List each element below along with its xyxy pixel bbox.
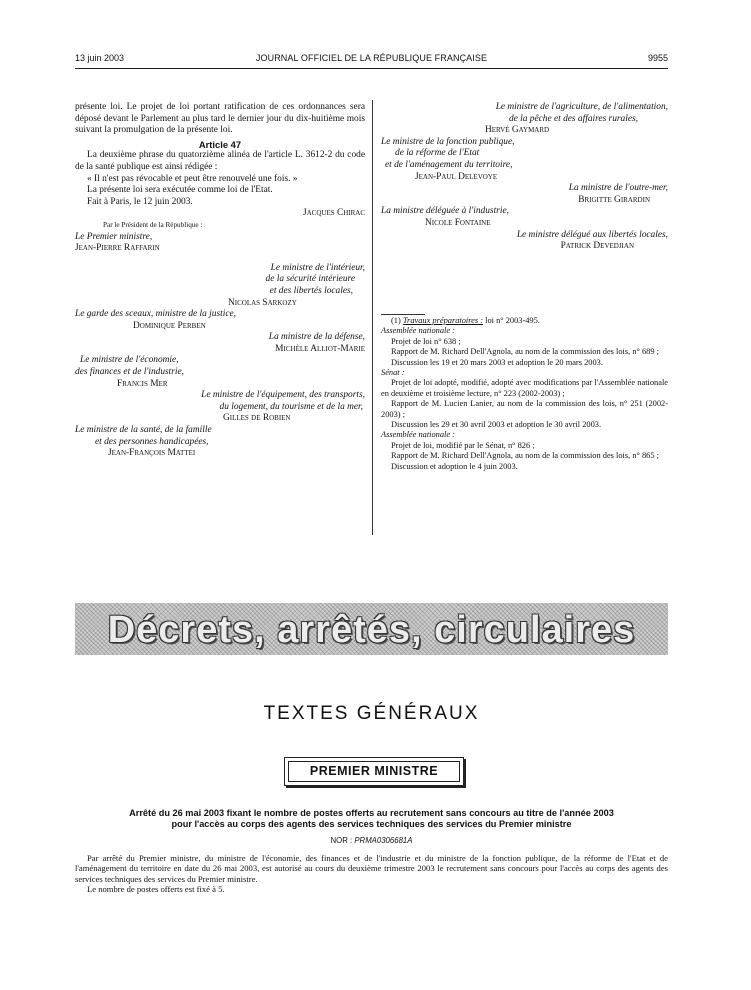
article-paragraph-2: « Il n'est pas révocable et peut être renouvelé une fois. » — [87, 173, 298, 184]
page-header — [75, 53, 668, 67]
senat-heading: Sénat : — [381, 368, 405, 378]
header-page-number: 9955 — [647, 53, 668, 63]
arrete-title-line-2: pour l'accès au corps des agents des services techniques des services du Premier ministre — [171, 819, 572, 829]
intro-paragraph: présente loi. Le projet de loi portant ratification de ces ordonnances sera déposé devant le Parlement au plus tard le dernier jour du dix-huitième mois suivant la promulgation de la présente loi. — [75, 102, 365, 136]
libertes-name: Patrick Devedjian — [560, 241, 634, 252]
footnote-number: (1) — [391, 316, 403, 325]
ministry-label: PREMIER MINISTRE — [288, 761, 460, 782]
article-paragraph-1: La deuxième phrase du quatorzième alinéa de l'article L. 3612-2 du code de la santé publique est ainsi rédigée : — [75, 150, 365, 172]
header-date: 13 juin 2003 — [75, 53, 125, 63]
fp-title-1: Le ministre de la fonction publique, — [381, 136, 515, 147]
nor-label: NOR : — [330, 836, 355, 845]
section-title: TEXTES GÉNÉRAUX — [263, 703, 480, 724]
fp-title-3: et de l'aménagement du territoire, — [385, 159, 513, 170]
footnote-law-ref: loi n° 2003-495. — [483, 316, 540, 325]
agri-name: Hervé Gaymard — [485, 125, 550, 136]
equipement-name: Gilles de Robien — [223, 413, 291, 424]
senat-item-b: Rapport de M. Lucien Lanier, au nom de la commission des lois, n° 251 (2002-2003) ; — [381, 399, 668, 419]
senat-item-a: Projet de loi adopté, modifié, adopté avec modifications par l'Assemblée nationale en deuxième et troisième lecture, n° 223 (2002-2003) ; — [381, 378, 668, 398]
arrete-title — [75, 808, 668, 830]
an2-item-a: Projet de loi, modifié par le Sénat, n° 826 ; — [391, 440, 535, 450]
president-signature: Jacques Chirac — [302, 208, 365, 219]
article-paragraph-3: La présente loi sera exécutée comme loi de l'Etat. — [87, 185, 273, 196]
header-journal-title: JOURNAL OFFICIEL DE LA RÉPUBLIQUE FRANÇAISE — [255, 53, 488, 63]
agri-title-2: de la pêche et des affaires rurales, — [508, 113, 638, 124]
nor-value: PRMA0306681A — [354, 836, 413, 845]
arrete-body — [75, 853, 668, 894]
interieur-title-1: Le ministre de l'intérieur, — [270, 262, 365, 273]
libertes-title: Le ministre délégué aux libertés locales, — [516, 229, 668, 240]
sante-title-2: et des personnes handicapées, — [95, 436, 209, 447]
fp-name: Jean-Paul Delevoye — [415, 171, 498, 182]
arrete-paragraph-1: Par arrêté du Premier ministre, du ministre de l'économie, des finances et de l'industrie et du ministre de la fonction publique, de la réforme de l'Etat et de l'aménagement du territoire en date du 26 mai 2003, est autorisé au cours du deuxième trimestre 2003 le recrutement sans concours pour l'accès au corps des agents des services techniques des services du Premier ministre. — [75, 853, 668, 884]
om-name: Brigitte Girardin — [578, 194, 650, 205]
an1-item-c: Discussion les 19 et 20 mars 2003 et adoption le 20 mars 2003. — [391, 357, 603, 367]
interieur-title-2: de la sécurité intérieure — [265, 274, 355, 285]
fp-title-2: de la réforme de l'Etat — [395, 148, 480, 159]
pm-name: Jean-Pierre Raffarin — [75, 243, 160, 254]
equipement-title-2: du logement, du tourisme et de la mer, — [219, 401, 363, 412]
header-rule — [75, 68, 668, 69]
arrete-paragraph-2: Le nombre de postes offerts est fixé à 5. — [87, 883, 225, 894]
arrete-title-line-1: Arrêté du 26 mai 2003 fixant le nombre de postes offerts au recrutement sans concours au titre de l'année 2003 — [129, 808, 614, 818]
interieur-title-3: et des libertés locales, — [269, 285, 353, 296]
om-title: La ministre de l'outre-mer, — [568, 183, 668, 194]
senat-item-c: Discussion les 29 et 30 avril 2003 et adoption le 30 avril 2003. — [391, 420, 602, 430]
banner-title: Décrets, arrêtés, circulaires — [107, 609, 636, 651]
an1-item-a: Projet de loi n° 638 ; — [391, 336, 461, 346]
industrie-title: La ministre déléguée à l'industrie, — [381, 206, 509, 217]
sante-title-1: Le ministre de la santé, de la famille — [75, 425, 212, 436]
ministry-box — [284, 757, 464, 786]
agri-title-1: Le ministre de l'agriculture, de l'alimentation, — [495, 102, 668, 112]
economie-name: Francis Mer — [117, 378, 168, 389]
an2-item-c: Discussion et adoption le 4 juin 2003. — [391, 461, 518, 471]
left-column — [75, 102, 365, 460]
par-le-president: Par le Président de la République : — [103, 220, 203, 229]
equipement-title-1: Le ministre de l'équipement, des transports, — [201, 390, 365, 401]
right-column — [381, 102, 668, 253]
footnote-rule — [381, 314, 425, 315]
economie-title-2: des finances et de l'industrie, — [75, 367, 185, 378]
pm-title: Le Premier ministre, — [75, 231, 153, 242]
economie-title-1: Le ministre de l'économie, — [80, 355, 179, 366]
decrets-banner — [75, 603, 668, 655]
footnote-1 — [381, 316, 668, 326]
an2-item-b: Rapport de M. Richard Dell'Agnola, au nom de la commission des lois, n° 865 ; — [391, 451, 659, 461]
justice-title: Le garde des sceaux, ministre de la justice, — [75, 309, 236, 320]
sante-name: Jean-François Mattei — [108, 448, 196, 459]
an1-heading: Assemblée nationale : — [381, 326, 455, 336]
article-title: Article 47 — [198, 138, 242, 150]
defense-title: La ministre de la défense, — [268, 332, 365, 343]
defense-name: Michèle Alliot-Marie — [275, 343, 365, 354]
nor-reference — [75, 836, 668, 845]
industrie-name: Nicole Fontaine — [425, 217, 491, 228]
an2-heading: Assemblée nationale : — [381, 430, 455, 440]
travaux-preparatoires-link: Travaux préparatoires : — [402, 316, 484, 325]
footnotes — [381, 316, 668, 472]
justice-name: Dominique Perben — [133, 320, 206, 331]
interieur-name: Nicolas Sarkozy — [228, 297, 297, 308]
column-divider — [372, 100, 373, 535]
done-at: Fait à Paris, le 12 juin 2003. — [87, 196, 193, 207]
an1-item-b: Rapport de M. Richard Dell'Agnola, au nom de la commission des lois, n° 689 ; — [391, 347, 659, 357]
